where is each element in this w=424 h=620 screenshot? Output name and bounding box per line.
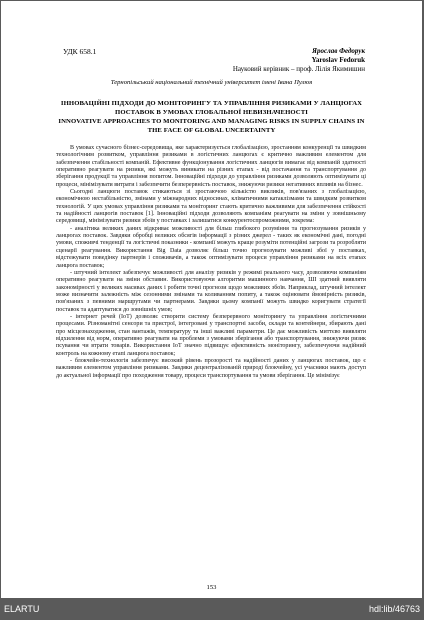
- body-text: [56, 145, 366, 380]
- repository-label: ELARTU: [4, 604, 40, 614]
- paragraph: - штучний інтелект забезпечує можливості для аналізу ризиків у режимі реального часу, дозволяючи компаніям оперативно реагувати на зміни обставин. Використовуючи алгоритми машинного навчання, ШІ здатний виявляти закономірності у великих масивах даних і робити точні прогнози щодо можливих збоїв. Наприклад, штучний інтелект може визначити залежність між сезонними змінами та коливанням попиту, а також оцінювати ймовірність ризиків, пов'язаних з певними маршрутами чи партнерами. Завдяки цьому компанії можуть швидко коригувати стратегії поставок та адаптуватися до зовнішніх умов;: [56, 269, 366, 313]
- paragraph: - аналітика великих даних відкриває можливості для більш глибокого розуміння та прогнозування ризиків у ланцюгах поставок. Завдяки обробці великих обсягів інформації з різних джерел - таких як економічні дані, погодні умови, споживчі тенденції та логістичні показники - компанії можуть краще розуміти потенційні загрози та розробляти сценарії реагування. Використання Big Data дозволяє більш точно прогнозувати можливі збої у поставках, відстежувати поведінку партнерів і споживачів, а також оптимізувати процеси управління ризиками на всіх етапах ланцюга поставок;: [56, 225, 366, 269]
- paragraph: - блокчейн-технологія забезпечує високий рівень прозорості та надійності даних у ланцюгах поставок, що є важливим елементом управління ризиками. Завдяки децентралізованій природі блокчейну, усі учасники мають доступ до актуальної інформації про походження товару, процеси транспортування та умови зберігання. Це мінімізує: [56, 357, 366, 379]
- document-page: [1, 1, 422, 598]
- paper-title: [56, 99, 367, 135]
- paragraph: - інтернет речей (IoT) дозволяє створити систему безперервного моніторингу та управління логістичними процесами. Різноманітні сенсори та пристрої, інтегровані у транспортні засоби, склади та контейнери, збирають дані про місцезнаходження, стан вантажів, температуру та інші важливі параметри. Це дає можливість миттєво виявляти відхилення від норм, оперативно реагувати на проблеми з умовами зберігання або транспортування, знижуючи ризик псування чи втрати товарів. Використання IoT значно підвищує ефективність моніторингу, забезпечуючи надійний контроль на кожному етапі ланцюга поставок;: [56, 313, 366, 357]
- viewer-footer: [0, 598, 424, 620]
- paragraph: В умовах сучасного бізнес-середовища, яке характеризується глобалізацією, зростанням конкуренції та швидким технологічним розвитком, управління ризиками в логістичних ланцюгах є критично важливим елементом для забезпечення стабільності компаній. Ефективне функціонування логістичних ланцюгів вимагає від компаній здатності оперативно реагувати на ризики, які можуть виникати на різних етапах - від постачання та транспортування до зберігання продукції та управління попитом. Інноваційні підходи до управління ризиками дозволяють оптимізувати ці процеси, мінімізувати витрати і забезпечити безперервність поставок, знижуючи ризики негативних впливів на бізнес.: [56, 145, 366, 188]
- author-name-ua: Ярослав Федорук: [312, 47, 365, 55]
- handle-label: hdl:lib/46763: [368, 604, 420, 614]
- supervisor-line: Науковий керівник – проф. Лілія Якимишин: [232, 65, 365, 73]
- paragraph: Сьогодні ланцюги поставок стикаються зі зростаючою кількістю викликів, пов'язаних з глобалізацією, економічною нестабільністю, змінами у міжнародних відносинах, кліматичними катаклізмами та швидким розвитком технологій. У цих умовах управління ризиками та моніторинг стають критично важливими для забезпечення стійкості та надійності ланцюгів поставок [1]. Інноваційні підходи дозволяють компаніям реагувати на зміни у зовнішньому середовищі, мінімізувати ризики збоїв у поставках і залишатися конкурентоспроможними, зокрема:: [56, 189, 366, 225]
- udk-code: УДК 658.1: [63, 47, 97, 56]
- author-block: [233, 47, 365, 74]
- title-ua: ІННОВАЦІЙНІ ПІДХОДИ ДО МОНІТОРИНГУ ТА УПРАВЛІННЯ РИЗИКАМИ У ЛАНЦЮГАХ ПОСТАВОК В УМОВАХ ГЛОБАЛЬНОЇ НЕВИЗНАЧЕНОСТІ: [60, 100, 363, 116]
- page-number: 153: [206, 584, 217, 591]
- author-name-en: Yaroslav Fedoruk: [311, 56, 365, 64]
- title-en: INNOVATIVE APPROACHES TO MONITORING AND MANAGING RISKS IN SUPPLY CHAINS IN THE FACE OF GLOBAL UNCERTAINTY: [58, 118, 365, 134]
- institution-name: Тернопільський національний технічний університет імені Івана Пулюя: [110, 79, 313, 86]
